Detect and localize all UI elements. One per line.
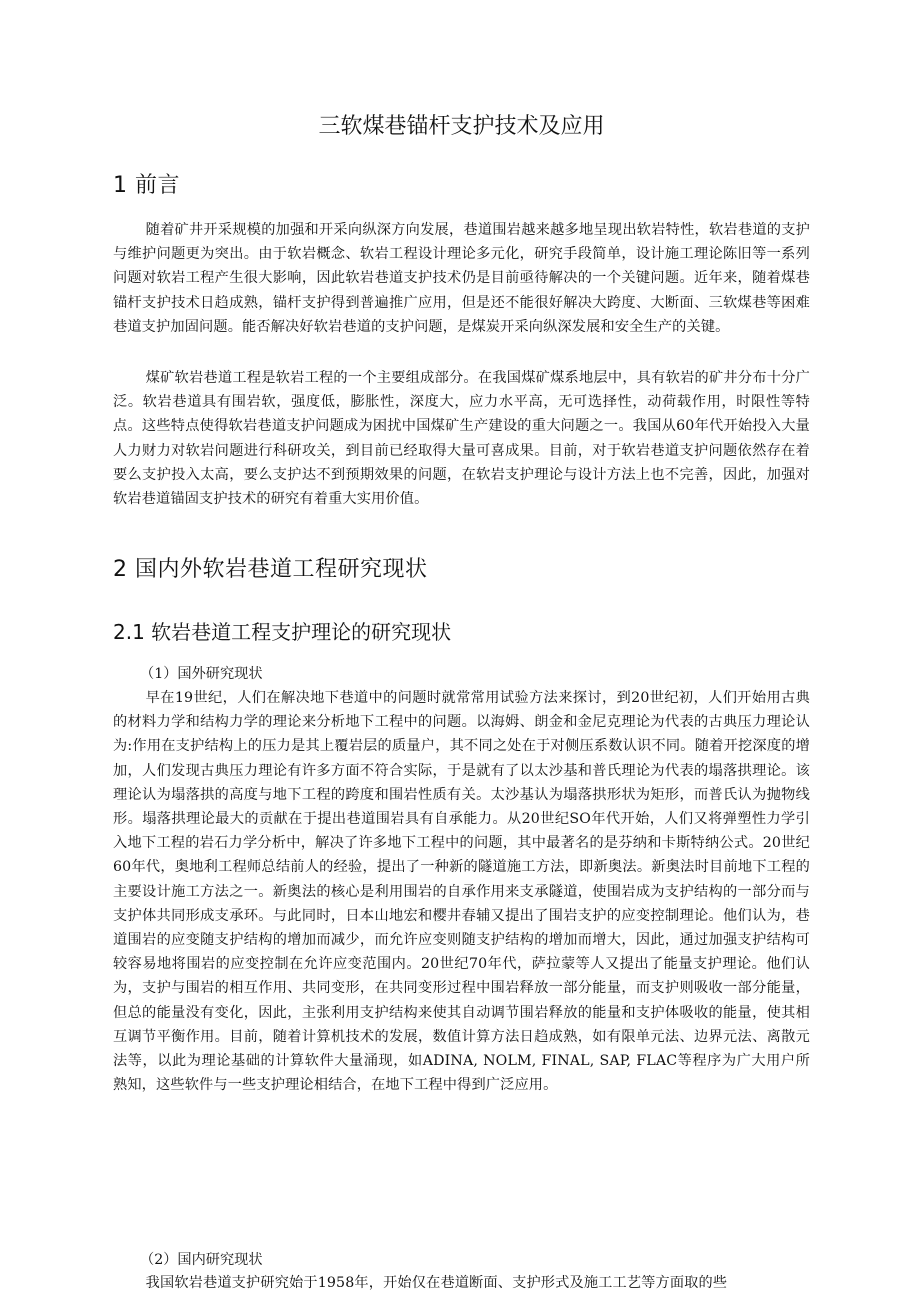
domestic-research-label: （2）国内研究现状	[140, 1252, 263, 1268]
section-1-paragraph-2: 煤矿软岩巷道工程是软岩工程的一个主要组成部分。在我国煤矿煤系地层中，具有软岩的矿井分布十分广泛。软岩巷道具有围岩软，强度低，膨胀性，深度大，应力水平高，无可选择性，动荷载作用，时限性等特点。这些特点使得软岩巷道支护问题成为困扰中国煤矿生产建设的重大问题之一。我国从60年代开始投入大量人力财力对软岩问题进行科研攻关，到目前已经取得大量可喜成果。目前，对于软岩巷道支护问题依然存在着要么支护投入太高，要么支护达不到预期效果的问题，在软岩支护理论与设计方法上也不完善，因此，加强对软岩巷道锚固支护技术的研究有着重大实用价值。	[113, 370, 810, 508]
section-1-paragraph-1: 随着矿井开采规模的加强和开采向纵深方向发展，巷道围岩越来越多地呈现出软岩特性，软岩巷道的支护与维护问题更为突出。由于软岩概念、软岩工程设计理论多元化，研究手段简单，设计施工理论陈旧等一系列问题对软岩工程产生很大影响，因此软岩巷道支护技术仍是目前亟待解决的一个关键问题。近年来，随着煤巷锚杆支护技术日趋成熟，锚杆支护得到普遍推广应用，但是还不能很好解决大跨度、大断面、三软煤巷等困难巷道支护加固问题。能否解决好软岩巷道的支护问题，是煤炭开采向纵深发展和安全生产的关键。	[113, 222, 810, 335]
foreign-research-label: （1）国外研究现状	[140, 666, 263, 682]
document-title: 三软煤巷锚杆支护技术及应用	[318, 114, 605, 139]
section-2-1-heading: 2.1 软岩巷道工程支护理论的研究现状	[113, 620, 452, 644]
section-2-heading: 2 国内外软岩巷道工程研究现状	[113, 557, 428, 582]
foreign-research-paragraph: 早在19世纪，人们在解决地下巷道中的问题时就常常用试验方法来探讨，到20世纪初，人们开始用古典的材料力学和结构力学的理论来分析地下工程中的问题。以海姆、朗金和金尼克理论为代表的古典压力理论认为:作用在支护结构上的压力是其上覆岩层的质量户，其不同之处在于对侧压系数认识不同。随着开挖深度的增加，人们发现古典压力理论有许多方面不符合实际，于是就有了以太沙基和普氏理论为代表的塌落拱理论。该理论认为塌落拱的高度与地下工程的跨度和围岩性质有关。太沙基认为塌落拱形状为矩形，而普氏认为抛物线形。塌落拱理论最大的贡献在于提出巷道围岩具有自承能力。从20世纪SO年代开始，人们又将弹塑性力学引入地下工程的岩石力学分析中，解决了许多地下工程中的问题，其中最著名的是芬纳和卡斯特纳公式。20世纪60年代，奥地利工程师总结前人的经验，提出了一种新的隧道施工方法，即新奥法。新奥法时目前地下工程的主要设计施工方法之一。新奥法的核心是利用围岩的自承作用来支承隧道，使围岩成为支护结构的一部分而与支护体共同形成支承环。与此同时，日本山地宏和樱井春辅又提出了围岩支护的应变控制理论。他们认为，巷道围岩的应变随支护结构的增加而减少，而允许应变则随支护结构的增加而增大，因此，通过加强支护结构可较容易地将围岩的应变控制在允许应变范围内。20世纪70年代，萨拉蒙等人又提出了能量支护理论。他们认为，支护与围岩的相互作用、共同变形，在共同变形过程中围岩释放一部分能量，而支护则吸收一部分能量，但总的能量没有变化，因此，主张利用支护结构来使其自动调节围岩释放的能量和支护体吸收的能量，使其相互调节平衡作用。目前，随着计算机技术的发展，数值计算方法日趋成熟，如有限单元法、边界元法、离散元法等，以此为理论基础的计算软件大量涌现，如ADINA, NOLM, FINAL, SAP, FLAC等程序为广大用户所熟知，这些软件与一些支护理论相结合，在地下工程中得到广泛应用。	[113, 690, 810, 1094]
section-1-heading: 1 前言	[113, 173, 180, 198]
domestic-research-paragraph: 我国软岩巷道支护研究始于1958年，开始仅在巷道断面、支护形式及施工工艺等方面取的些	[145, 1275, 728, 1291]
